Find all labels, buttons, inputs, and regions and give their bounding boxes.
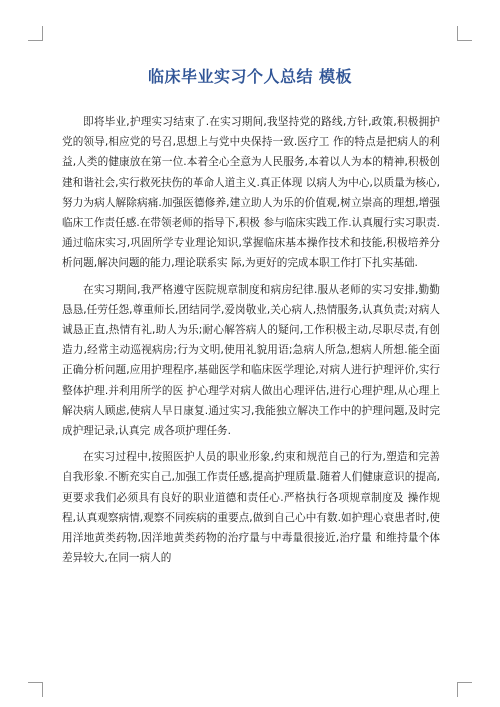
document-title: 临床毕业实习个人总结 模板 [147,67,353,86]
page-corner-mark-top-left [28,26,43,41]
page-corner-mark-top-right [457,26,472,41]
paragraph-1: 即将毕业,护理实习结束了.在实习期间,我坚持党的路线,方针,政策,积极拥护党的领导,相应党的号召,思想上与党中央保持一致.医疗工 作的特点是把病人的利益,人类的健康放在第一位.本着全心全意为人民服务,本着以人为本的精神,积极创建和谐社会,实行救死扶伤的革命人道主义.真正体现 以病人为中心,以质量为核心,努力为病人解除病痛.加强医德修养,建立助人为乐的价值观,树立崇高的理想,增强临床工作责任感.在带领老师的指导下,积极 参与临床实践工作.认真履行实习职责.通过临床实习,巩固所学专业理论知识,掌握临床基本操作技术和技能,积极培养分析问题,解决问题的能力,理论联系实 际,为更好的完成本职工作打下扎实基础. [62,116,440,270]
paragraph-3: 在实习过程中,按照医护人员的职业形象,约束和规范自己的行为,塑造和完善自我形象.不断充实自己,加强工作责任感,提高护理质量.随着人们健康意识的提高,更要求我们必须具有良好的职业道德和责任心.严格执行各项规章制度及 操作规程,认真观察病情,观察不同疾病的重要点,做到自己心中有数.如护理心衰患者时,使用洋地黄类药物,因洋地黄类药物的治疗量与中毒量很接近,治疗量 和维持量个体差异较大,在同一病人的 [62,451,440,565]
page-corner-mark-bottom-right [457,682,472,697]
page-corner-mark-bottom-left [28,682,43,697]
document-body [62,112,440,574]
paragraph-2: 在实习期间,我严格遵守医院规章制度和病房纪律.服从老师的实习安排,勤勤恳恳,任劳任怨,尊重师长,团结同学,爱岗敬业,关心病人,热情服务,认真负责;对病人诚恳正直,热情有礼,助人为乐;耐心解答病人的疑问,工作积极主动,尽职尽责,有创造力,经常主动巡视病房;行为文明,使用礼貌用语;急病人所急,想病人所想.能全面正确分析问题,应用护理程序,基础医学和临床医学理论,对病人进行护理评价,实行整体护理.并利用所学的医 护心理学对病人做出心理评估,进行心理护理,从心理上解决病人顾虑,使病人早日康复.通过实习,我能独立解决工作中的护理问题,及时完成护理记录,认真完 成各项护理任务. [62,283,440,438]
